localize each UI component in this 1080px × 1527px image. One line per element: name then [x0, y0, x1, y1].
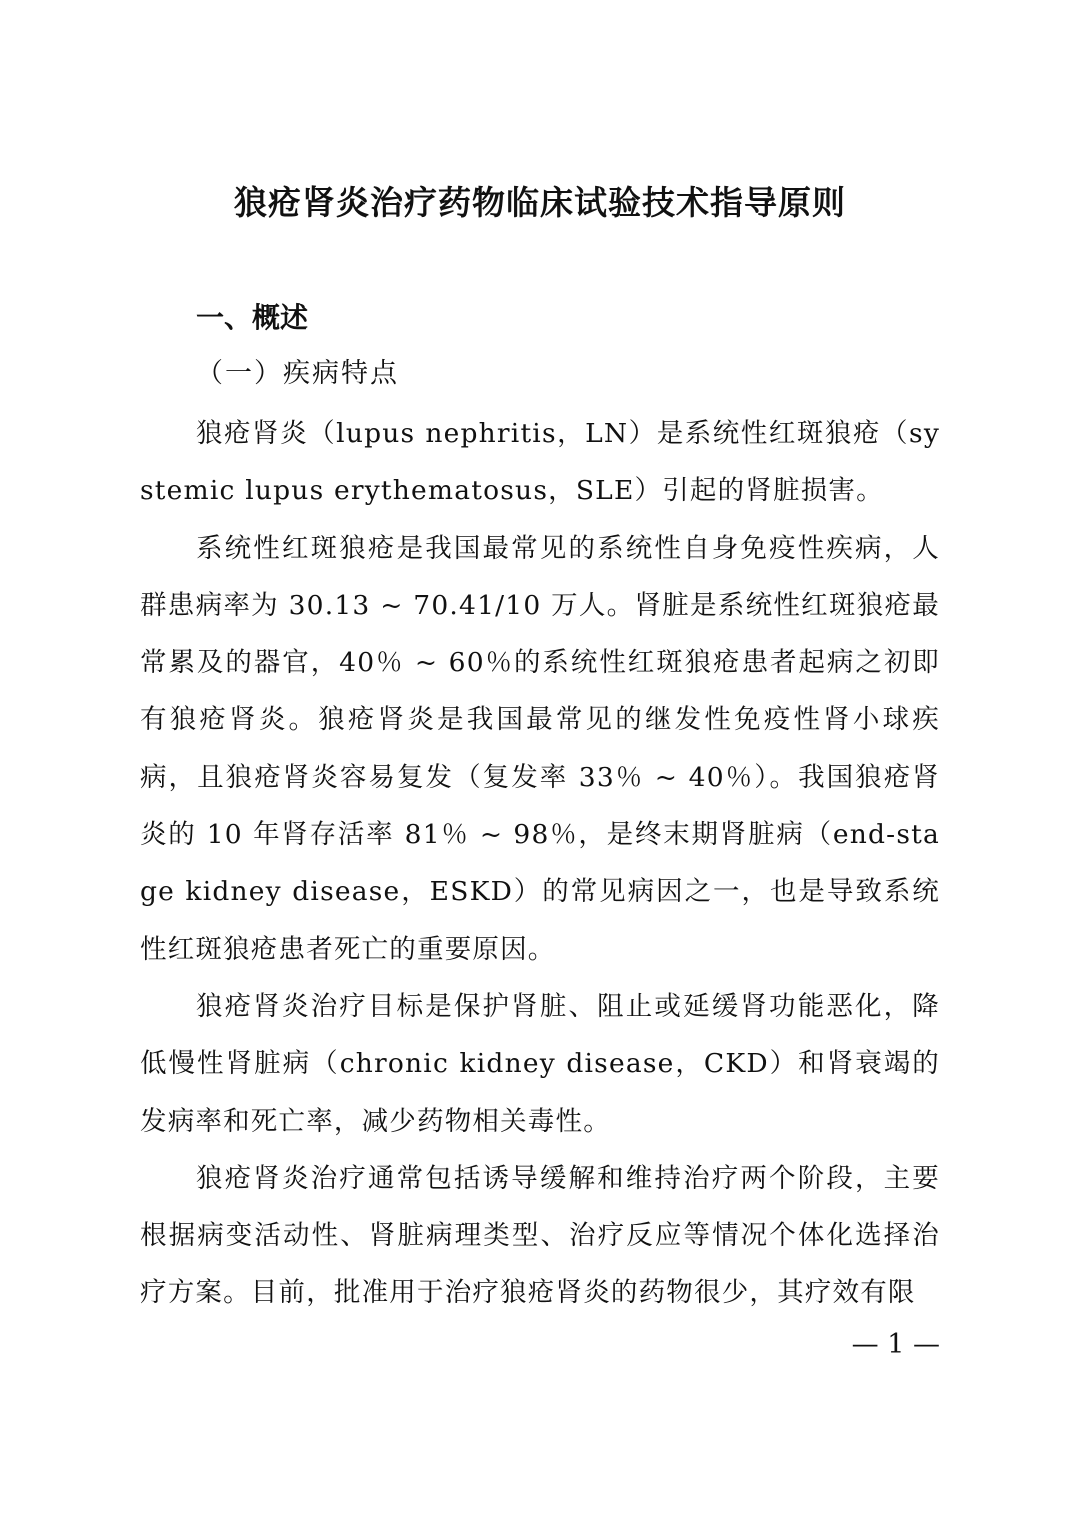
- section-heading: 一、概述: [196, 301, 309, 334]
- paragraph: 狼疮肾炎（lupus nephritis，LN）是系统性红斑狼疮（systemic lupus erythematosus，SLE）引起的肾脏损害。: [140, 418, 940, 507]
- subsection-heading: （一）疾病特点: [196, 358, 399, 389]
- paragraph: 狼疮肾炎治疗目标是保护肾脏、阻止或延缓肾功能恶化，降低慢性肾脏病（chronic kidney disease，CKD）和肾衰竭的发病率和死亡率，减少药物相关毒性。: [140, 990, 940, 1137]
- document-body: [140, 405, 940, 1322]
- document-title: 狼疮肾炎治疗药物临床试验技术指导原则: [234, 183, 846, 222]
- paragraph: 狼疮肾炎治疗通常包括诱导缓解和维持治疗两个阶段，主要根据病变活动性、肾脏病理类型、治疗反应等情况个体化选择治疗方案。目前，批准用于治疗狼疮肾炎的药物很少，其疗效有限: [140, 1162, 940, 1309]
- page-number: — 1 —: [851, 1329, 940, 1360]
- paragraph: 系统性红斑狼疮是我国最常见的系统性自身免疫性疾病，人群患病率为 30.13 ~ 70.41/10 万人。肾脏是系统性红斑狼疮最常累及的器官，40％ ~ 60％的系统性红斑狼疮患者起病之初即有狼疮肾炎。狼疮肾炎是我国最常见的继发性免疫性肾小球疾病，且狼疮肾炎容易复发（复发率 33％ ~ 40％）。我国狼疮肾炎的 10 年肾存活率 81％ ~ 98％，是终末期肾脏病（end-stage kidney disease，ESKD）的常见病因之一，也是导致系统性红斑狼疮患者死亡的重要原因。: [140, 532, 940, 965]
